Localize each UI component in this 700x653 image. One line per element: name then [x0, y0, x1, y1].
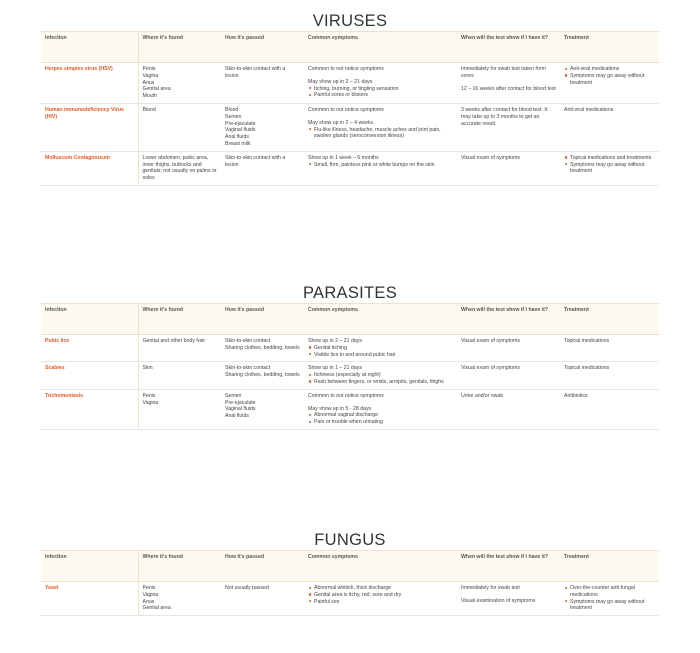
- test-timing: [457, 389, 560, 429]
- bullet-item: Over-the-counter anti-fungal medications: [570, 585, 655, 599]
- test-timing-line: Urine and/or swab: [461, 392, 504, 399]
- common-symptoms-line: Common to not notice symptoms: [308, 392, 384, 399]
- column-header-infection: Infection: [41, 32, 138, 63]
- column-header-where: Where it's found: [138, 32, 221, 63]
- bullet-item: Painful sores or blisters: [314, 92, 453, 99]
- test-timing-line: Immediately for swab test taken from sores: [461, 66, 546, 79]
- where-found-line: Vagina: [142, 399, 159, 406]
- test-timing-line: 3 weeks after contact for blood test. It may take up to 3 months to get an accurate result.: [461, 106, 548, 127]
- how-passed-line: Sharing clothes, bedding, towels: [225, 344, 300, 351]
- where-found-line: Mouth: [142, 93, 157, 100]
- section-title: FUNGUS: [314, 531, 386, 549]
- how-passed-line: Semen: [225, 392, 242, 399]
- treatment: [560, 63, 659, 104]
- how-passed: [221, 103, 304, 151]
- how-passed-line: Anal fluids: [225, 413, 249, 420]
- bullet-item: Abnormal whitish, thick discharge: [314, 585, 453, 592]
- column-header-treatment: Treatment: [560, 32, 659, 63]
- column-header-symptoms: Common symptoms: [304, 32, 457, 63]
- bullet-item: Symptoms may go away without treatment: [570, 162, 655, 176]
- bullet-item: Itching, burning, or tingling sensation: [314, 86, 453, 93]
- where-found: [138, 63, 221, 104]
- how-passed-line: Vaginal fluids: [225, 127, 256, 134]
- how-passed-line: Not usually passed: [225, 585, 269, 591]
- bullet-item: Painful sex: [314, 599, 453, 606]
- common-symptoms: [304, 582, 457, 616]
- where-found-line: Genital area: [142, 605, 171, 612]
- column-header-how: How it's passed: [221, 551, 304, 582]
- test-timing-line: Visual examination of symptoms: [461, 597, 536, 604]
- where-found-line: Skin: [142, 365, 153, 372]
- where-found-line: Blood: [142, 106, 156, 113]
- test-timing-line: Visual exam of symptoms: [461, 338, 521, 344]
- common-symptoms-list: [308, 585, 453, 605]
- where-found-line: Penis: [142, 392, 156, 399]
- header-row: [41, 32, 659, 63]
- infection-name: Herpes simplex virus (HSV): [41, 63, 138, 104]
- infection-name: Yeast: [41, 582, 138, 616]
- where-found: [138, 103, 221, 151]
- column-header-treatment: Treatment: [560, 551, 659, 582]
- column-header-how: How it's passed: [221, 32, 304, 63]
- where-found-line: Genital area: [142, 86, 171, 93]
- common-symptoms: [304, 63, 457, 104]
- test-timing: [457, 103, 560, 151]
- bullet-item: Genital area is itchy, red, sore and dry: [314, 592, 453, 599]
- where-found: [138, 389, 221, 429]
- where-found-line: Lower abdomen, pubic area, inner thighs, buttocks and genitals; not usually on palms or soles: [142, 154, 217, 182]
- bullet-item: Visible lice in and around pubic hair: [314, 352, 453, 359]
- bullet-item: Topical medications and treatments: [570, 155, 655, 162]
- bullet-item: Symptoms may go away without treatment: [570, 73, 655, 87]
- common-symptoms-line: Common to not notice symptoms: [308, 66, 384, 72]
- parasites-section: [41, 283, 659, 430]
- how-passed-line: Blood: [225, 106, 239, 113]
- treatment-line: Antibiotics: [564, 392, 588, 399]
- where-found: [138, 335, 221, 362]
- treatment: [560, 389, 659, 429]
- column-header-test: When will the test show if I have it?: [457, 551, 560, 582]
- header-row: [41, 304, 659, 335]
- how-passed: [221, 582, 304, 616]
- bullet-item: Symptoms may go away without treatment: [570, 599, 655, 613]
- bullet-item: Pain or trouble when urinating: [314, 419, 453, 426]
- table-row: [41, 389, 659, 429]
- bullet-item: Abnormal vaginal discharge: [314, 412, 453, 419]
- where-found-line: Penis: [142, 585, 156, 591]
- section-title: VIRUSES: [312, 12, 388, 30]
- common-symptoms: [304, 151, 457, 185]
- column-header-symptoms: Common symptoms: [304, 304, 457, 335]
- column-header-how: How it's passed: [221, 304, 304, 335]
- column-header-where: Where it's found: [138, 551, 221, 582]
- how-passed-line: Vaginal fluids: [225, 406, 256, 413]
- common-symptoms-line: Show up in 1 week – 6 months: [308, 154, 379, 161]
- common-symptoms: [304, 103, 457, 151]
- common-symptoms-line: Common to not notice symptoms: [308, 106, 384, 113]
- how-passed-line: Skin-to-skin contact: [225, 365, 271, 372]
- column-header-symptoms: Common symptoms: [304, 551, 457, 582]
- infection-name: Human immunodeficiency Virus (HIV): [41, 103, 138, 151]
- infection-name: Molluscum Contagiousum: [41, 151, 138, 185]
- bullet-item: Anti-viral medications: [570, 66, 655, 73]
- where-found: [138, 151, 221, 185]
- treatment-list: [564, 585, 655, 612]
- where-found: [138, 582, 221, 616]
- table-row: [41, 103, 659, 151]
- bullet-item: Flu-like illness, headache, muscle aches and joint pain, swollen glands (seroconversion illness): [314, 127, 453, 141]
- infection-name: Scabies: [41, 362, 138, 389]
- infection-table: [41, 550, 659, 616]
- how-passed-line: Semen: [225, 113, 242, 120]
- header-row: [41, 551, 659, 582]
- table-row: [41, 582, 659, 616]
- test-timing-line: Visual exam of symptoms: [461, 154, 521, 161]
- treatment: [560, 582, 659, 616]
- bullet-item: Small, firm, painless pink or white bumps on the skin: [314, 162, 453, 169]
- treatment-line: Topical medications: [564, 365, 610, 372]
- test-timing: [457, 335, 560, 362]
- how-passed: [221, 335, 304, 362]
- table-row: [41, 335, 659, 362]
- where-found-line: Vagina: [142, 591, 159, 598]
- test-timing: [457, 582, 560, 616]
- how-passed-line: Skin-to-skin contact with a lesion: [225, 154, 286, 168]
- how-passed: [221, 63, 304, 104]
- test-timing: [457, 151, 560, 185]
- column-header-treatment: Treatment: [560, 304, 659, 335]
- common-symptoms-list: [308, 86, 453, 100]
- treatment: [560, 335, 659, 362]
- column-header-test: When will the test show if I have it?: [457, 304, 560, 335]
- how-passed-line: Sharing clothes, bedding, towels: [225, 372, 300, 379]
- fungus-section: [41, 530, 659, 616]
- bullet-item: Rash between fingers, or wrists, armpits, genitals, thighs: [314, 379, 453, 386]
- how-passed-line: Pre-ejaculate: [225, 399, 256, 406]
- common-symptoms-line: May show up in 2 – 21 days: [308, 78, 373, 85]
- treatment: [560, 362, 659, 389]
- how-passed: [221, 362, 304, 389]
- column-header-test: When will the test show if I have it?: [457, 32, 560, 63]
- how-passed: [221, 389, 304, 429]
- common-symptoms-list: [308, 127, 453, 141]
- how-passed: [221, 151, 304, 185]
- common-symptoms-list: [308, 345, 453, 359]
- how-passed-line: Skin-to-skin contact: [225, 338, 271, 344]
- where-found-line: Genital and other body hair: [142, 338, 206, 344]
- infection-name: Trichomoniasis: [41, 389, 138, 429]
- common-symptoms-list: [308, 372, 453, 386]
- table-row: [41, 362, 659, 389]
- common-symptoms: [304, 335, 457, 362]
- common-symptoms-line: Show up in 2 – 21 days: [308, 338, 362, 344]
- how-passed-line: Anal fluids: [225, 134, 249, 141]
- viruses-section: [41, 11, 659, 186]
- column-header-where: Where it's found: [138, 304, 221, 335]
- infection-table: [41, 303, 659, 430]
- where-found-line: Vagina: [142, 72, 159, 79]
- common-symptoms: [304, 362, 457, 389]
- where-found-line: Anus: [142, 598, 155, 605]
- test-timing-line: Visual exam of symptoms: [461, 365, 521, 372]
- where-found-line: Penis: [142, 66, 156, 72]
- column-header-infection: Infection: [41, 551, 138, 582]
- section-title: PARASITES: [302, 284, 398, 302]
- where-found-line: Anus: [142, 79, 155, 86]
- table-row: [41, 151, 659, 185]
- bullet-item: Genital itching: [314, 345, 453, 352]
- infection-name: Pubic lice: [41, 335, 138, 362]
- where-found: [138, 362, 221, 389]
- test-timing: [457, 362, 560, 389]
- how-passed-line: Pre-ejaculate: [225, 120, 256, 127]
- treatment-line: Topical medications: [564, 338, 610, 344]
- infection-table: [41, 31, 659, 186]
- how-passed-line: Skin-to-skin contact with a lesion: [225, 66, 286, 79]
- treatment-list: [564, 155, 655, 175]
- common-symptoms-line: May show up in 5 - 28 days: [308, 405, 372, 412]
- common-symptoms-line: May show up in 2 – 4 weeks: [308, 119, 374, 126]
- treatment-line: Anti-viral medications: [564, 106, 614, 113]
- how-passed-line: Breast milk: [225, 140, 251, 147]
- table-row: [41, 63, 659, 104]
- test-timing: [457, 63, 560, 104]
- common-symptoms: [304, 389, 457, 429]
- treatment-list: [564, 66, 655, 86]
- common-symptoms-line: Show up in 1 – 21 days: [308, 365, 362, 372]
- test-timing-line: Immediately for swab test: [461, 585, 520, 591]
- treatment: [560, 151, 659, 185]
- bullet-item: Itchiness (especially at night): [314, 372, 453, 379]
- common-symptoms-list: [308, 412, 453, 426]
- common-symptoms-list: [308, 162, 453, 169]
- column-header-infection: Infection: [41, 304, 138, 335]
- treatment: [560, 103, 659, 151]
- test-timing-line: 12 – 16 weeks after contact for blood test: [461, 85, 556, 92]
